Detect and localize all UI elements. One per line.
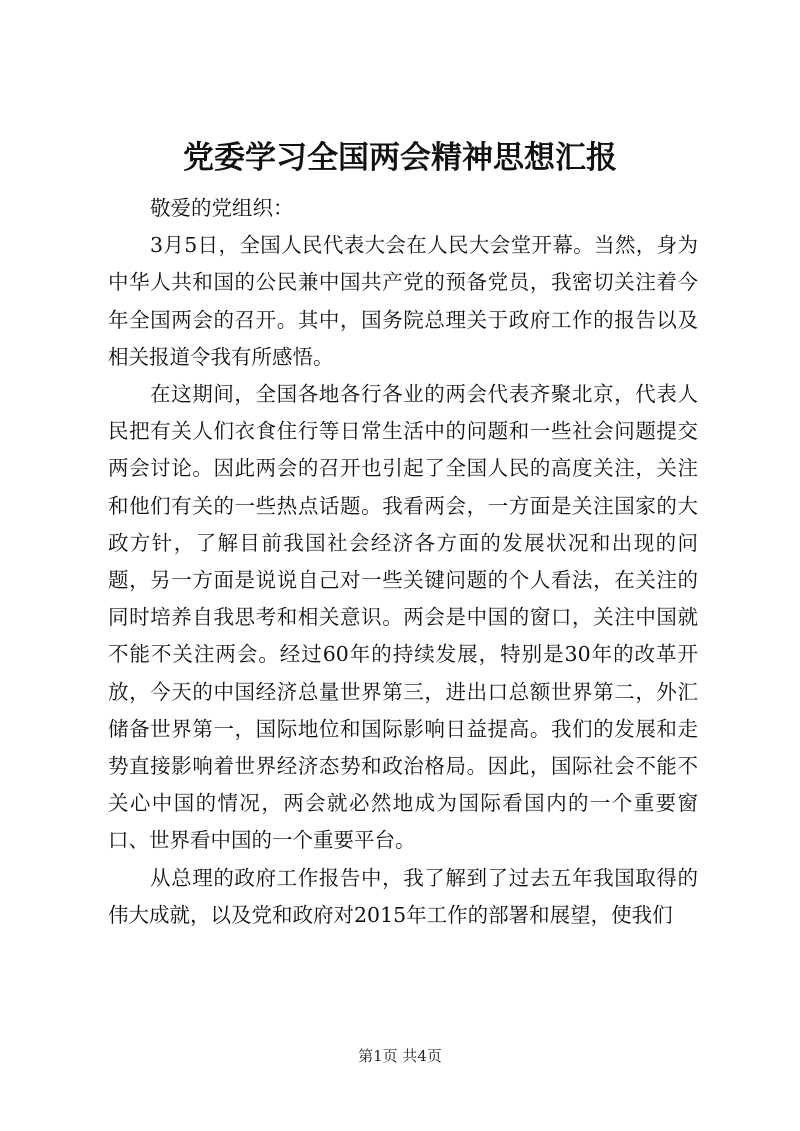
- paragraph-2: 在这期间，全国各地各行各业的两会代表齐聚北京，代表人民把有关人们衣食住行等日常生活中的问题和一些社会问题提交两会讨论。因此两会的召开也引起了全国人民的高度关注，关注和他们有关的一些热点话题。我看两会，一方面是关注国家的大政方针，了解目前我国社会经济各方面的发展状况和出现的问题，另一方面是说说自己对一些关键问题的个人看法，在关注的同时培养自我思考和相关意识。两会是中国的窗口，关注中国就不能不关注两会。经过60年的持续发展，特别是30年的改革开放，今天的中国经济总量世界第三，进出口总额世界第二，外汇储备世界第一，国际地位和国际影响日益提高。我们的发展和走势直接影响着世界经济态势和政治格局。因此，国际社会不能不关心中国的情况，两会就必然地成为国际看国内的一个重要窗口、世界看中国的一个重要平台。: [108, 382, 698, 853]
- document-title: 党委学习全国两会精神思想汇报: [183, 140, 617, 176]
- salutation: 敬爱的党组织：: [150, 196, 294, 220]
- page-footer: 第1页 共4页: [358, 1047, 442, 1065]
- paragraph-3: 从总理的政府工作报告中，我了解到了过去五年我国取得的伟大成就，以及党和政府对2015年工作的部署和展望，使我们: [108, 865, 698, 927]
- document-body: [108, 190, 698, 934]
- paragraph-1: 3月5日，全国人民代表大会在人民大会堂开幕。当然，身为中华人共和国的公民兼中国共产党的预备党员，我密切关注着今年全国两会的召开。其中，国务院总理关于政府工作的报告以及相关报道令我有所感悟。: [108, 233, 698, 369]
